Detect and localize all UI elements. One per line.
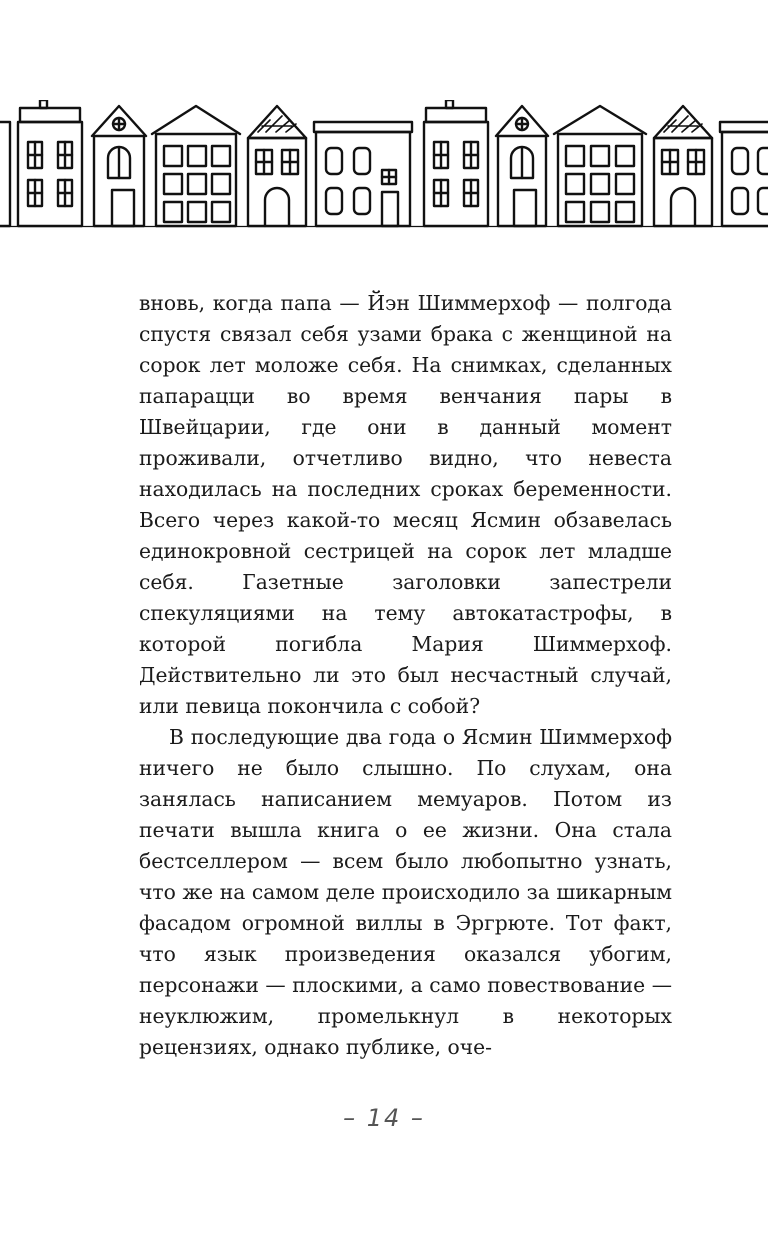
house-tower-2	[496, 106, 548, 226]
house-flat-roof-2	[424, 100, 488, 226]
house-wide-2	[554, 106, 646, 226]
house-tower	[92, 106, 146, 226]
house-hatched-roof-2	[654, 106, 712, 226]
body-text	[139, 288, 672, 1063]
house-flat-roof	[18, 100, 82, 226]
house-wide	[152, 106, 240, 226]
house-flat-top	[314, 122, 412, 226]
house-hatched-roof	[248, 106, 306, 226]
house-flat-top-2	[720, 122, 768, 226]
paragraph: В последующие два года о Ясмин Шиммерхоф ничего не было слышно. По слухам, она занялась написанием мемуаров. Потом из печати вышла книга о ее жизни. Она стала бестселлером — всем было любопытно узнать, что же на самом деле происходило за шикарным фасадом огромной виллы в Эргрюте. Тот факт, что язык произведения оказался убогим, персонажи — плоскими, а само повествование — неуклюжим, промелькнул в некоторых рецензиях, однако публике, оче-	[139, 725, 672, 1059]
page-number: – 14 –	[343, 1104, 425, 1132]
houses-row-illustration	[0, 100, 768, 232]
paragraph: вновь, когда папа — Йэн Шиммерхоф — полгода спустя связал себя узами брака с женщиной на сорок лет моложе себя. На снимках, сделанных папарацци во время венчания пары в Швейцарии, где они в данный момент проживали, отчетливо видно, что невеста находилась на последних сроках беременности. Всего через какой-то месяц Ясмин обзавелась единокровной сестрицей на сорок лет младше себя. Газетные заголовки запестрели спекуляциями на тему автокатастрофы, в которой погибла Мария Шиммерхоф. Действительно ли это был несчастный случай, или певица покончила с собой?	[139, 291, 672, 718]
